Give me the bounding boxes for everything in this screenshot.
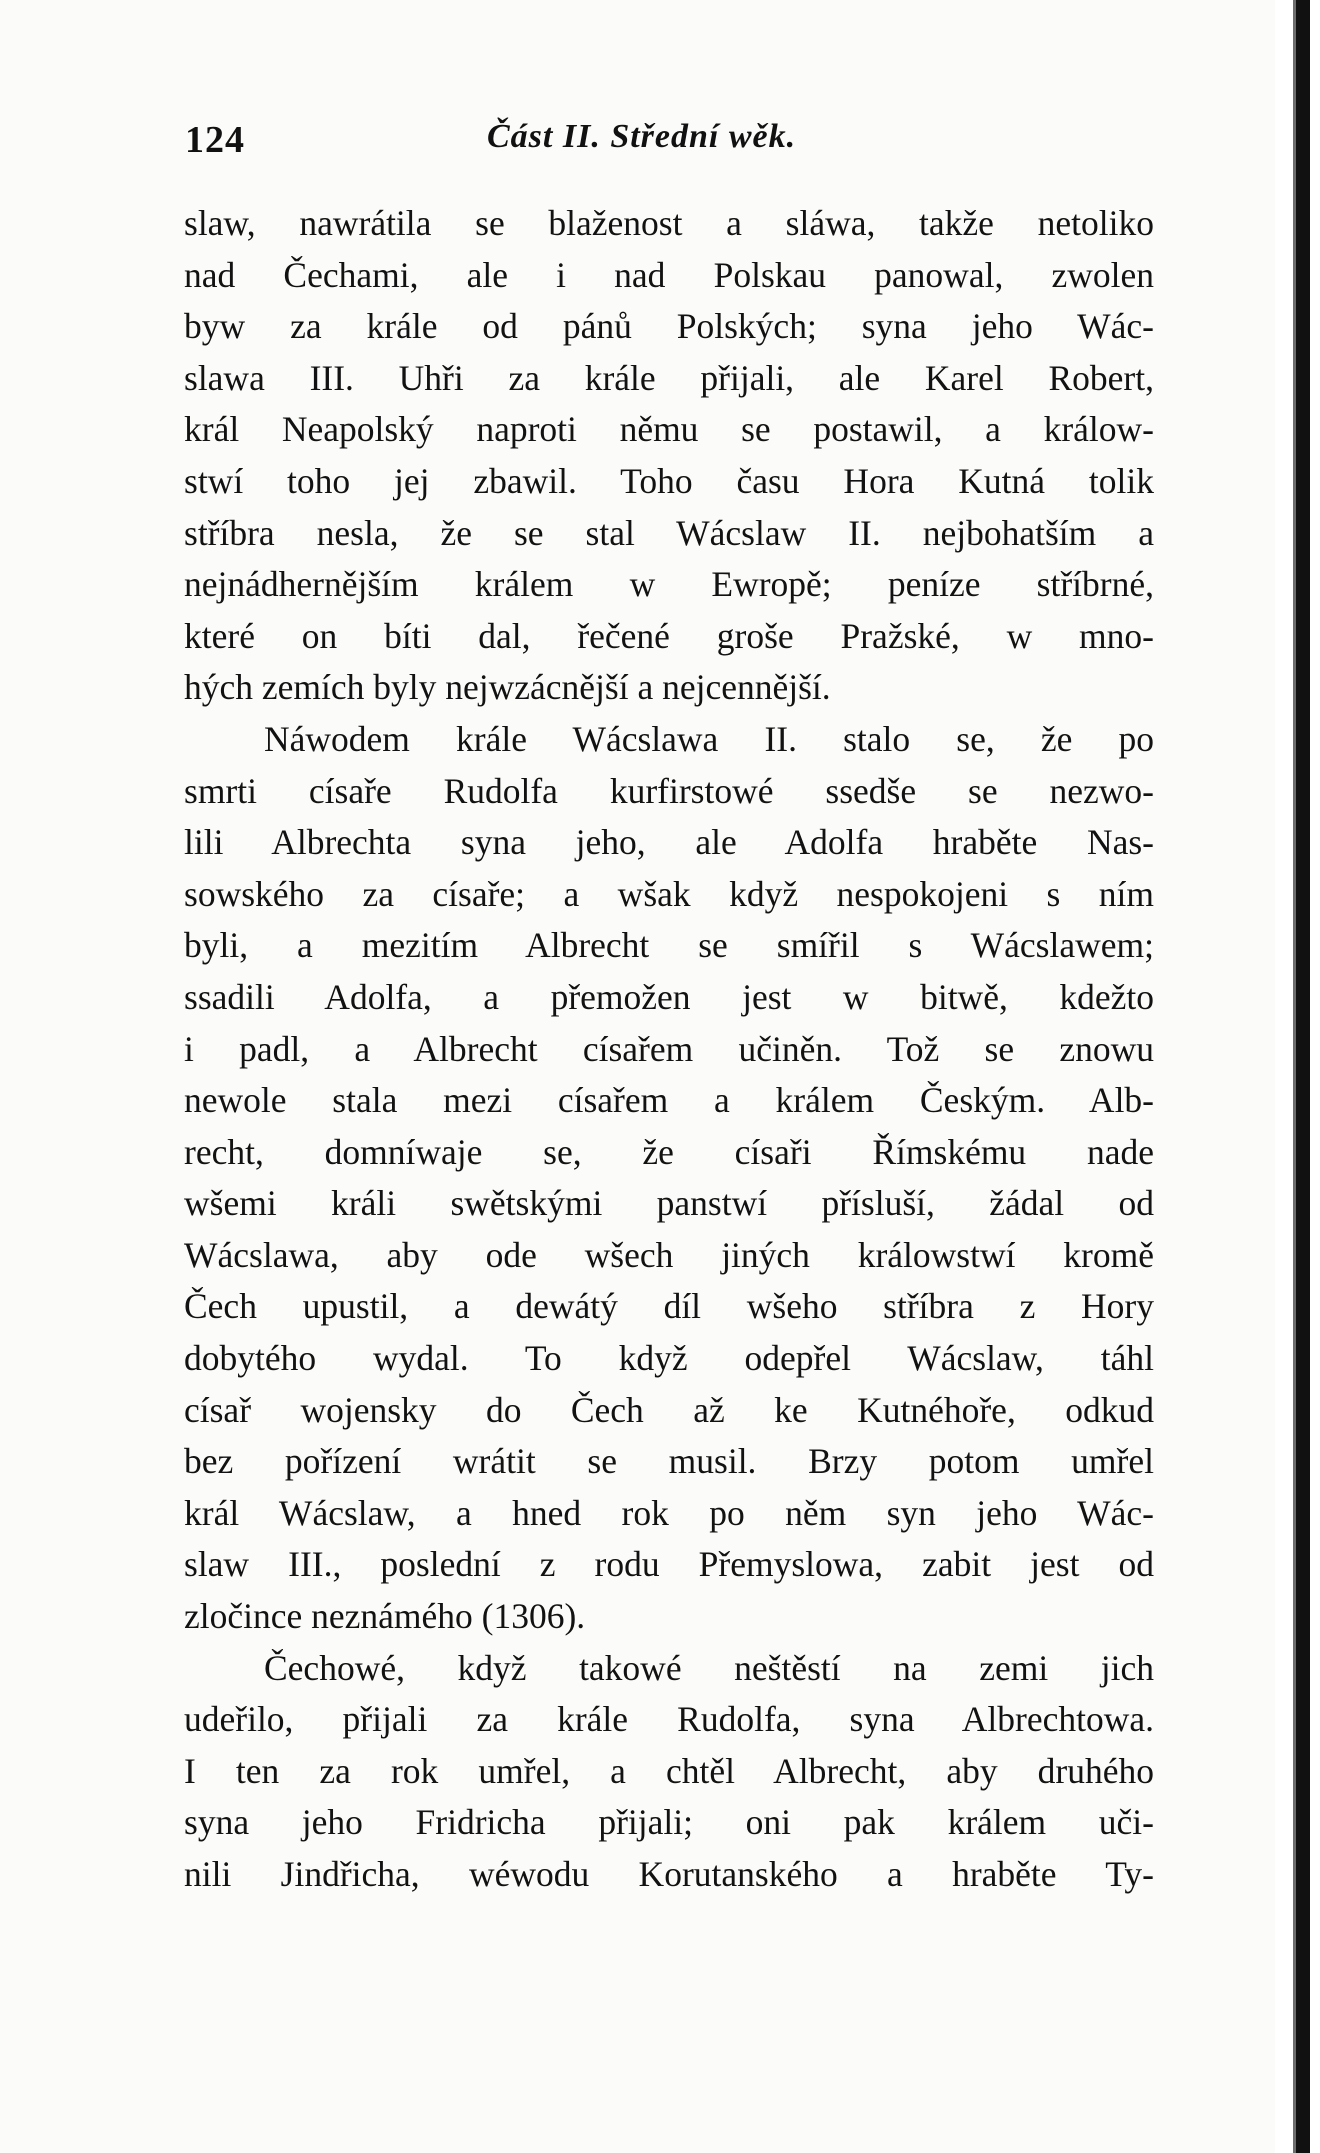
text-line: newole stala mezi císařem a králem Českým. Alb-: [184, 1080, 1154, 1121]
text-line: slawa III. Uhři za krále přijali, ale Karel Robert,: [184, 357, 1154, 398]
text-line: byli, a mezitím Albrecht se smířil s Wácslawem;: [184, 925, 1154, 966]
text-line: sowského za císaře; a wšak když nespokojeni s ním: [184, 873, 1154, 914]
text-line: císař wojensky do Čech až ke Kutnéhoře, odkud: [184, 1389, 1154, 1430]
text-line: dobytého wydal. To když odepřel Wácslaw, táhl: [184, 1338, 1154, 1379]
text-line: hých zemích byly nejwzácnější a nejcennější.: [184, 667, 831, 708]
text-line: slaw, nawrátila se blaženost a sláwa, takže netoliko: [184, 203, 1154, 243]
text-line: nejnádhernějším králem w Ewropě; peníze stříbrné,: [184, 564, 1154, 605]
body-text: [184, 198, 1154, 1901]
text-line: byw za krále od pánů Polských; syna jeho Wác-: [184, 306, 1154, 347]
text-line: Náwodem krále Wácslawa II. stalo se, že po: [264, 718, 1154, 759]
text-line: lili Albrechta syna jeho, ale Adolfa hraběte Nas-: [184, 822, 1154, 863]
text-line: slaw III., poslední z rodu Přemyslowa, zabit jest od: [184, 1544, 1154, 1585]
text-line: nad Čechami, ale i nad Polskau panowal, zwolen: [184, 254, 1154, 295]
text-line: stříbra nesla, že se stal Wácslaw II. nejbohatším a: [184, 512, 1154, 553]
text-line: bez pořízení wrátit se musil. Brzy potom umřel: [184, 1441, 1154, 1482]
text-line: ssadili Adolfa, a přemožen jest w bitwě, kdežto: [184, 976, 1154, 1017]
page-number: 124: [185, 119, 245, 161]
text-line: syna jeho Fridricha přijali; oni pak králem uči-: [184, 1802, 1154, 1843]
text-line: I ten za rok umřel, a chtěl Albrecht, aby druhého: [184, 1750, 1154, 1791]
text-line: král Neapolský naproti němu se postawil, a králow-: [184, 409, 1154, 450]
text-line: i padl, a Albrecht císařem učiněn. Tož se znowu: [184, 1028, 1154, 1069]
text-line: zločince neznámého (1306).: [184, 1596, 586, 1637]
running-head: Část II. Střední wěk.: [487, 118, 797, 155]
text-line: Wácslawa, aby ode wšech jiných králowstwí kromě: [184, 1234, 1154, 1275]
page-header: [185, 118, 1185, 178]
text-line: nili Jindřicha, wéwodu Korutanského a hraběte Ty-: [184, 1854, 1154, 1894]
text-line: král Wácslaw, a hned rok po něm syn jeho Wác-: [184, 1492, 1154, 1533]
text-line: smrti císaře Rudolfa kurfirstowé ssedše se nezwo-: [184, 770, 1154, 811]
text-line: recht, domníwaje se, že císaři Římskému nade: [184, 1131, 1154, 1172]
scan-edge: [1296, 0, 1310, 2153]
text-line: Čech upustil, a dewátý díl wšeho stříbra z Hory: [184, 1286, 1154, 1327]
text-line: udeřilo, přijali za krále Rudolfa, syna Albrechtowa.: [184, 1699, 1154, 1740]
text-line: wšemi králi swětskými panstwí přísluší, žádal od: [184, 1183, 1154, 1224]
text-line: stwí toho jej zbawil. Toho času Hora Kutná tolik: [184, 460, 1154, 501]
text-line: Čechowé, když takowé neštěstí na zemi jich: [264, 1647, 1154, 1688]
text-line: které on bíti dal, řečené groše Pražské, w mno-: [184, 615, 1154, 656]
